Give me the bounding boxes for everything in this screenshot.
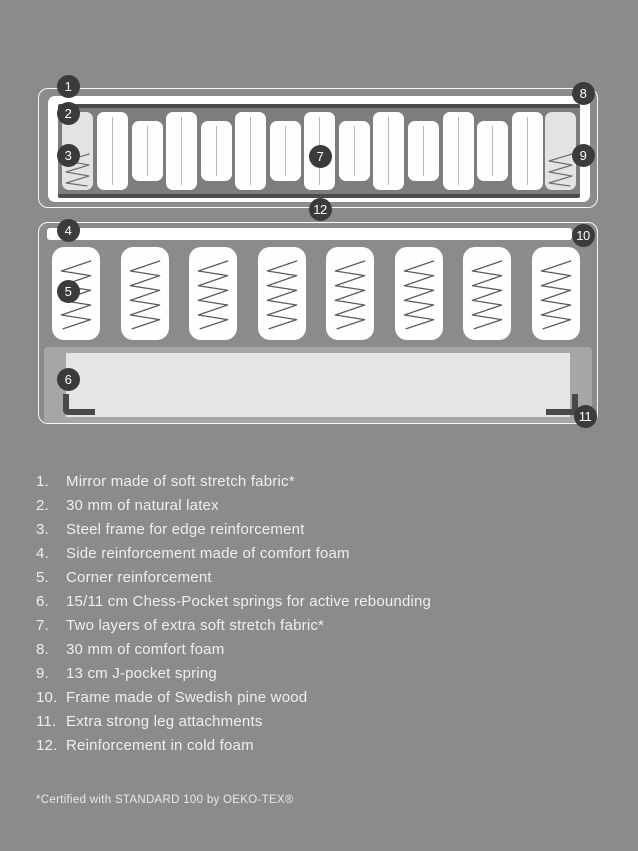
legend-item xyxy=(36,493,431,517)
legend-item xyxy=(36,637,431,661)
pocket-seam-line xyxy=(181,117,182,185)
legend-item xyxy=(36,589,431,613)
pocket-seam-line xyxy=(492,126,493,176)
legend-item-number: 1. xyxy=(36,472,49,490)
coil-spring-icon xyxy=(465,249,509,338)
legend-item-text: 30 mm of natural latex xyxy=(66,496,219,514)
certification-footnote: *Certified with STANDARD 100 by OEKO-TEX® xyxy=(36,794,294,806)
pocket-seam-line xyxy=(458,117,459,185)
pocket-spring xyxy=(235,112,266,190)
legend-item xyxy=(36,661,431,685)
legend-item xyxy=(36,541,431,565)
pocket-seam-line xyxy=(354,126,355,176)
pocket-seam-line xyxy=(423,126,424,176)
pocket-spring xyxy=(166,112,197,190)
pocket-seam-line xyxy=(147,126,148,176)
legend-item-number: 11. xyxy=(36,712,57,730)
pocket-seam-line xyxy=(112,117,113,185)
coil-spring-pocket xyxy=(326,247,374,340)
pocket-seam-line xyxy=(285,126,286,176)
callout-5: 5 xyxy=(57,280,80,303)
callout-12: 12 xyxy=(309,198,332,221)
legend-item xyxy=(36,565,431,589)
pocket-seam-line xyxy=(388,117,389,185)
callout-9: 9 xyxy=(572,144,595,167)
pocket-seam-line xyxy=(216,126,217,176)
coil-spring-icon xyxy=(328,249,372,338)
edge-spring-icon xyxy=(546,151,575,187)
callout-7: 7 xyxy=(309,145,332,168)
legend-item xyxy=(36,733,431,757)
legend-item-text: Reinforcement in cold foam xyxy=(66,736,254,754)
coil-spring-pocket xyxy=(532,247,580,340)
leg-attachment-bracket-right xyxy=(546,394,578,415)
frame-inner-panel xyxy=(66,353,570,417)
legend-item-text: Two layers of extra soft stretch fabric* xyxy=(66,616,325,634)
pocket-seam-line xyxy=(250,117,251,185)
pocket-spring xyxy=(339,121,370,181)
legend-item-number: 12. xyxy=(36,736,58,754)
pocket-spring xyxy=(97,112,128,190)
pocket-spring xyxy=(443,112,474,190)
pocket-seam-line xyxy=(527,117,528,185)
pocket-spring xyxy=(373,112,404,190)
pocket-spring xyxy=(270,121,301,181)
legend-list xyxy=(36,469,431,757)
legend-item-number: 9. xyxy=(36,664,49,682)
legend-item-text: Steel frame for edge reinforcement xyxy=(66,520,305,538)
callout-10: 10 xyxy=(572,224,595,247)
callout-3: 3 xyxy=(57,144,80,167)
base-top-foam-bar xyxy=(47,228,572,240)
legend-item-number: 10. xyxy=(36,688,58,706)
legend-item-text: Mirror made of soft stretch fabric* xyxy=(66,472,295,490)
coil-spring-pocket xyxy=(395,247,443,340)
legend-item-text: Side reinforcement made of comfort foam xyxy=(66,544,350,562)
legend-item-number: 6. xyxy=(36,592,49,610)
legend-item xyxy=(36,613,431,637)
legend-item-number: 3. xyxy=(36,520,49,538)
legend-item-number: 2. xyxy=(36,496,49,514)
coil-spring-pocket xyxy=(121,247,169,340)
legend-item-text: 30 mm of comfort foam xyxy=(66,640,225,658)
callout-4: 4 xyxy=(57,219,80,242)
pocket-spring xyxy=(408,121,439,181)
callout-2: 2 xyxy=(57,102,80,125)
callout-8: 8 xyxy=(572,82,595,105)
legend-item-number: 4. xyxy=(36,544,49,562)
coil-spring-pocket xyxy=(258,247,306,340)
callout-6: 6 xyxy=(57,368,80,391)
coil-spring-icon xyxy=(260,249,304,338)
coil-spring-pocket xyxy=(463,247,511,340)
coil-spring-icon xyxy=(123,249,167,338)
legend-item-text: 15/11 cm Chess-Pocket springs for active rebounding xyxy=(66,592,432,610)
legend-item xyxy=(36,517,431,541)
pocket-spring xyxy=(512,112,543,190)
edge-reinforcement-right xyxy=(545,112,576,190)
pocket-spring xyxy=(477,121,508,181)
legend-item xyxy=(36,469,431,493)
legend-item-text: Frame made of Swedish pine wood xyxy=(66,688,308,706)
coil-spring-pocket xyxy=(189,247,237,340)
legend-item-text: 13 cm J-pocket spring xyxy=(66,664,217,682)
coil-spring-icon xyxy=(191,249,235,338)
coil-spring-icon xyxy=(534,249,578,338)
legend-item xyxy=(36,709,431,733)
legend-item-text: Corner reinforcement xyxy=(66,568,212,586)
callout-11: 11 xyxy=(574,405,597,428)
legend-item-number: 8. xyxy=(36,640,49,658)
callout-1: 1 xyxy=(57,75,80,98)
leg-attachment-bracket-left xyxy=(63,394,95,415)
legend-item-number: 7. xyxy=(36,616,49,634)
legend-item-number: 5. xyxy=(36,568,49,586)
coil-spring-icon xyxy=(397,249,441,338)
pocket-spring xyxy=(201,121,232,181)
legend-item xyxy=(36,685,431,709)
legend-item-text: Extra strong leg attachments xyxy=(66,712,263,730)
pocket-spring xyxy=(132,121,163,181)
